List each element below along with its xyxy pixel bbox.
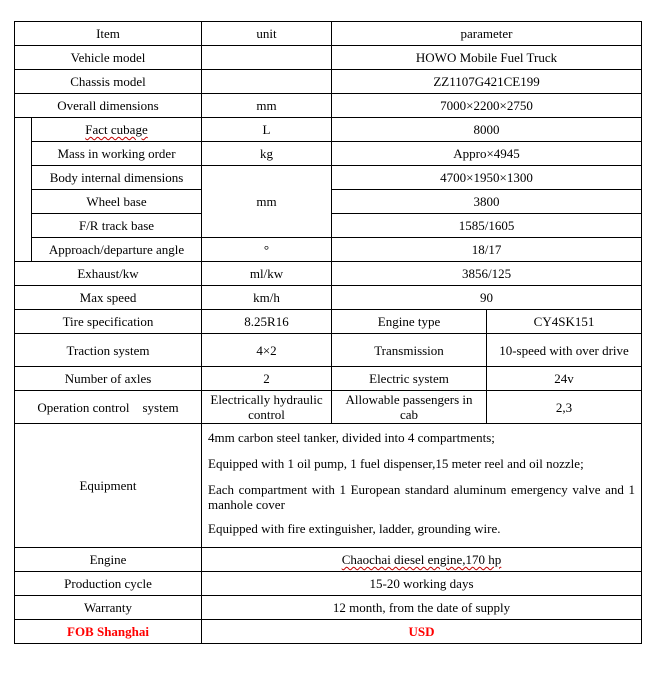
table-row <box>15 596 642 620</box>
table-row-equipment <box>15 424 642 548</box>
equipment-line: Equipped with fire extinguisher, ladder, grounding wire. <box>208 521 501 536</box>
table-row <box>15 620 642 644</box>
row-value: 2 <box>202 367 332 391</box>
row-label: Exhaust/kw <box>15 262 202 286</box>
table-row <box>15 572 642 596</box>
table-row <box>15 310 642 334</box>
header-unit: unit <box>202 22 332 46</box>
row-value: 1585/1605 <box>332 214 642 238</box>
equipment-line: Equipped with 1 oil pump, 1 fuel dispenser,15 meter reel and oil nozzle; <box>208 456 584 471</box>
header-parameter: parameter <box>332 22 642 46</box>
table-row <box>15 334 642 367</box>
row-unit: ml/kw <box>202 262 332 286</box>
row-value: Appro×4945 <box>332 142 642 166</box>
row-unit: ° <box>202 238 332 262</box>
row-label: F/R track base <box>32 214 202 238</box>
row-label: Engine <box>15 548 202 572</box>
row-value: 12 month, from the date of supply <box>202 596 642 620</box>
equipment-line: Each compartment with 1 European standard aluminum emergency valve and 1 manhole cover <box>208 482 636 512</box>
row-label: Wheel base <box>32 190 202 214</box>
row-label: Vehicle model <box>15 46 202 70</box>
table-row <box>15 46 642 70</box>
row-label: Number of axles <box>15 367 202 391</box>
fob-label: FOB Shanghai <box>15 620 202 644</box>
table-row <box>15 118 642 142</box>
table-row <box>15 166 642 190</box>
row-label-2: Transmission <box>332 334 487 367</box>
row-unit: km/h <box>202 286 332 310</box>
row-unit: mm <box>202 166 332 238</box>
row-label-2: Allowable passengers in cab <box>332 391 487 424</box>
equipment-description <box>202 424 642 548</box>
table-row <box>15 262 642 286</box>
row-unit: kg <box>202 142 332 166</box>
table-row <box>15 548 642 572</box>
table-row <box>15 367 642 391</box>
row-value: 8.25R16 <box>202 310 332 334</box>
row-value-2: 24v <box>487 367 642 391</box>
row-value: Chaochai diesel engine,170 hp <box>202 548 642 572</box>
row-unit <box>202 46 332 70</box>
table-row <box>15 286 642 310</box>
row-label: Approach/departure angle <box>32 238 202 262</box>
table-header-row <box>15 22 642 46</box>
row-value: 7000×2200×2750 <box>332 94 642 118</box>
row-unit <box>202 70 332 94</box>
row-label: Warranty <box>15 596 202 620</box>
table-row <box>15 391 642 424</box>
row-value-2: 2,3 <box>487 391 642 424</box>
header-item: Item <box>15 22 202 46</box>
row-label: Operation control system <box>15 391 202 424</box>
row-value: 4×2 <box>202 334 332 367</box>
row-value: HOWO Mobile Fuel Truck <box>332 46 642 70</box>
row-value: 15-20 working days <box>202 572 642 596</box>
row-value: Electrically hydraulic control <box>202 391 332 424</box>
fob-value: USD <box>202 620 642 644</box>
table-row <box>15 94 642 118</box>
equipment-line: 4mm carbon steel tanker, divided into 4 compartments; <box>208 430 495 445</box>
row-label-2: Engine type <box>332 310 487 334</box>
row-label: Mass in working order <box>32 142 202 166</box>
row-value: 18/17 <box>332 238 642 262</box>
row-value: ZZ1107G421CE199 <box>332 70 642 94</box>
row-label: Fact cubage <box>32 118 202 142</box>
row-label-2: Electric system <box>332 367 487 391</box>
specification-table <box>14 21 642 644</box>
row-unit: mm <box>202 94 332 118</box>
row-value-2: CY4SK151 <box>487 310 642 334</box>
row-unit: L <box>202 118 332 142</box>
row-value: 4700×1950×1300 <box>332 166 642 190</box>
row-label: Traction system <box>15 334 202 367</box>
row-label: Max speed <box>15 286 202 310</box>
row-label: Production cycle <box>15 572 202 596</box>
row-label: Equipment <box>15 424 202 548</box>
row-label: Chassis model <box>15 70 202 94</box>
row-value: 3856/125 <box>332 262 642 286</box>
indent-spacer <box>15 118 32 262</box>
row-label: Tire specification <box>15 310 202 334</box>
row-value: 8000 <box>332 118 642 142</box>
row-value: 90 <box>332 286 642 310</box>
row-label: Overall dimensions <box>15 94 202 118</box>
table-row <box>15 238 642 262</box>
row-label: Body internal dimensions <box>32 166 202 190</box>
row-value: 3800 <box>332 190 642 214</box>
row-value-2: 10-speed with over drive <box>487 334 642 367</box>
table-row <box>15 70 642 94</box>
table-row <box>15 142 642 166</box>
